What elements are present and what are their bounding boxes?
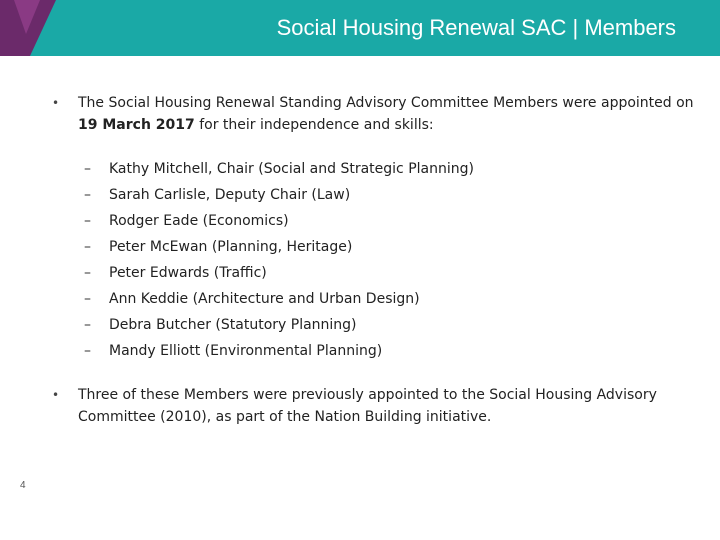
header-bar: [0, 0, 720, 56]
dash-marker: –: [84, 161, 91, 177]
member-name: Peter Edwards (Traffic): [109, 265, 267, 281]
dash-marker: –: [84, 239, 91, 255]
list-item: [48, 312, 698, 338]
member-name: Peter McEwan (Planning, Heritage): [109, 239, 353, 255]
list-item: [48, 182, 698, 208]
dash-marker: –: [84, 187, 91, 203]
list-item: [48, 286, 698, 312]
dash-marker: –: [84, 265, 91, 281]
list-item: [48, 338, 698, 364]
logo-shape-icon: [0, 0, 80, 56]
member-name: Rodger Eade (Economics): [109, 213, 289, 229]
list-item: [48, 156, 698, 182]
bullet-marker: •: [52, 96, 60, 110]
dash-marker: –: [84, 317, 91, 333]
bullet-text: Three of these Members were previously appointed to the Social Housing Advisory Committee (2010), as part of the Nation Building initiative.: [78, 387, 657, 425]
dash-marker: –: [84, 343, 91, 359]
bullet-marker: •: [52, 388, 60, 402]
member-name: Ann Keddie (Architecture and Urban Design): [109, 291, 420, 307]
bullet-text-after: for their independence and skills:: [194, 117, 434, 133]
list-item: [48, 208, 698, 234]
dash-marker: –: [84, 291, 91, 307]
member-name: Debra Butcher (Statutory Planning): [109, 317, 357, 333]
members-list: [48, 156, 698, 364]
member-name: Sarah Carlisle, Deputy Chair (Law): [109, 187, 351, 203]
member-name: Mandy Elliott (Environmental Planning): [109, 343, 383, 359]
dash-marker: –: [84, 213, 91, 229]
appointment-date: 19 March 2017: [78, 117, 195, 133]
list-item: [48, 260, 698, 286]
page-number: 4: [20, 480, 26, 491]
member-name: Kathy Mitchell, Chair (Social and Strategic Planning): [109, 161, 474, 177]
slide-title: Social Housing Renewal SAC | Members: [276, 15, 676, 40]
bullet-text-before: The Social Housing Renewal Standing Advisory Committee Members were appointed on: [78, 95, 694, 111]
bullet-appointment: [48, 92, 698, 136]
list-item: [48, 234, 698, 260]
slide-content: [48, 92, 698, 428]
bullet-previous-appointment: [48, 384, 698, 428]
